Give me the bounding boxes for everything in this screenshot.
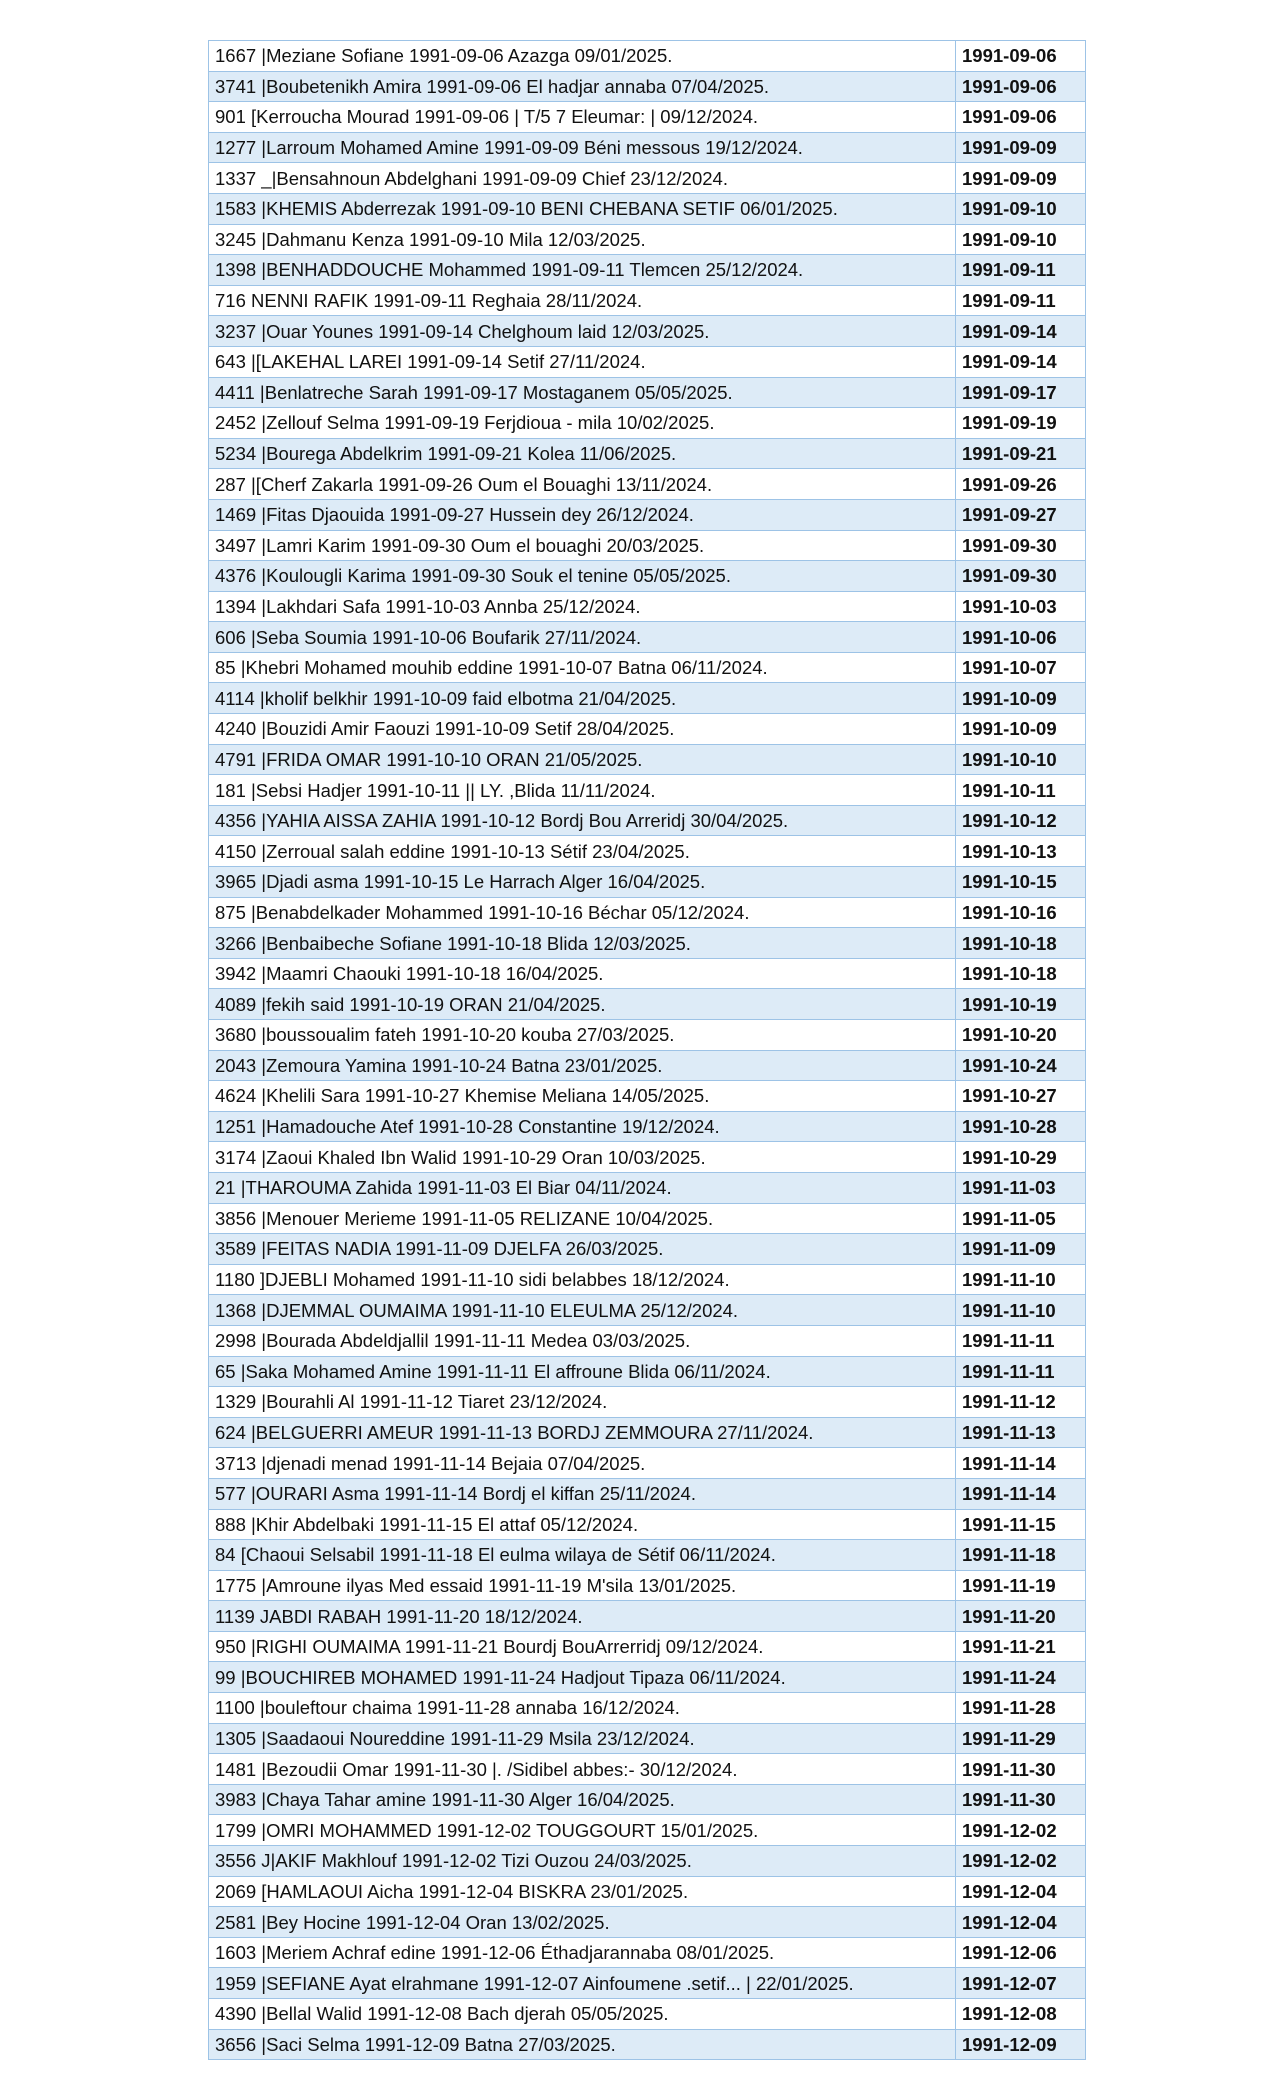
table-row [209, 1815, 1086, 1846]
table-row [209, 1172, 1086, 1203]
record-date-cell: 1991-09-14 [956, 346, 1086, 377]
record-date-cell: 1991-11-11 [956, 1325, 1086, 1356]
table-row [209, 1631, 1086, 1662]
record-text-cell: 1251 |Hamadouche Atef 1991-10-28 Constantine 19/12/2024. [209, 1111, 956, 1142]
record-text-cell: 3237 |Ouar Younes 1991-09-14 Chelghoum laid 12/03/2025. [209, 316, 956, 347]
table-row [209, 1478, 1086, 1509]
record-text-cell: 1481 |Bezoudii Omar 1991-11-30 |. /Sidibel abbes:- 30/12/2024. [209, 1754, 956, 1785]
record-text-cell: 3856 |Menouer Merieme 1991-11-05 RELIZANE 10/04/2025. [209, 1203, 956, 1234]
record-date-cell: 1991-09-17 [956, 377, 1086, 408]
table-row [209, 1295, 1086, 1326]
record-date-cell: 1991-10-12 [956, 805, 1086, 836]
record-date-cell: 1991-10-09 [956, 714, 1086, 745]
record-text-cell: 3741 |Boubetenikh Amira 1991-09-06 El hadjar annaba 07/04/2025. [209, 71, 956, 102]
record-date-cell: 1991-09-19 [956, 408, 1086, 439]
record-text-cell: 84 [Chaoui Selsabil 1991-11-18 El eulma wilaya de Sétif 06/11/2024. [209, 1540, 956, 1571]
table-row [209, 958, 1086, 989]
record-date-cell: 1991-09-26 [956, 469, 1086, 500]
record-date-cell: 1991-10-18 [956, 958, 1086, 989]
record-date-cell: 1991-11-24 [956, 1662, 1086, 1693]
record-date-cell: 1991-09-21 [956, 438, 1086, 469]
record-text-cell: 21 |THAROUMA Zahida 1991-11-03 El Biar 04/11/2024. [209, 1172, 956, 1203]
table-row [209, 744, 1086, 775]
record-date-cell: 1991-12-07 [956, 1968, 1086, 1999]
record-date-cell: 1991-11-30 [956, 1784, 1086, 1815]
table-row [209, 1693, 1086, 1724]
record-date-cell: 1991-10-24 [956, 1050, 1086, 1081]
table-row [209, 1601, 1086, 1632]
table-row [209, 1203, 1086, 1234]
record-date-cell: 1991-11-10 [956, 1264, 1086, 1295]
record-date-cell: 1991-11-14 [956, 1448, 1086, 1479]
record-text-cell: 1775 |Amroune ilyas Med essaid 1991-11-19 M'sila 13/01/2025. [209, 1570, 956, 1601]
record-text-cell: 3589 |FEITAS NADIA 1991-11-09 DJELFA 26/03/2025. [209, 1234, 956, 1265]
table-row [209, 1723, 1086, 1754]
record-text-cell: 4114 |kholif belkhir 1991-10-09 faid elbotma 21/04/2025. [209, 683, 956, 714]
record-text-cell: 1583 |KHEMIS Abderrezak 1991-09-10 BENI CHEBANA SETIF 06/01/2025. [209, 193, 956, 224]
table-row [209, 1846, 1086, 1877]
record-date-cell: 1991-09-10 [956, 224, 1086, 255]
record-date-cell: 1991-11-03 [956, 1172, 1086, 1203]
record-date-cell: 1991-10-20 [956, 1020, 1086, 1051]
record-text-cell: 3656 |Saci Selma 1991-12-09 Batna 27/03/2025. [209, 2029, 956, 2060]
record-date-cell: 1991-09-09 [956, 163, 1086, 194]
table-row [209, 1264, 1086, 1295]
record-date-cell: 1991-11-05 [956, 1203, 1086, 1234]
table-row [209, 1050, 1086, 1081]
record-date-cell: 1991-12-08 [956, 1999, 1086, 2030]
table-row [209, 255, 1086, 286]
table-row [209, 316, 1086, 347]
record-date-cell: 1991-11-30 [956, 1754, 1086, 1785]
record-text-cell: 624 |BELGUERRI AMEUR 1991-11-13 BORDJ ZEMMOURA 27/11/2024. [209, 1417, 956, 1448]
record-text-cell: 2581 |Bey Hocine 1991-12-04 Oran 13/02/2025. [209, 1907, 956, 1938]
record-text-cell: 1337 _|Bensahnoun Abdelghani 1991-09-09 Chief 23/12/2024. [209, 163, 956, 194]
table-row [209, 561, 1086, 592]
record-text-cell: 4390 |Bellal Walid 1991-12-08 Bach djerah 05/05/2025. [209, 1999, 956, 2030]
data-sheet [208, 40, 1085, 2060]
record-text-cell: 1368 |DJEMMAL OUMAIMA 1991-11-10 ELEULMA 25/12/2024. [209, 1295, 956, 1326]
table-row [209, 1754, 1086, 1785]
table-row [209, 805, 1086, 836]
record-date-cell: 1991-11-11 [956, 1356, 1086, 1387]
record-date-cell: 1991-12-04 [956, 1907, 1086, 1938]
record-date-cell: 1991-11-12 [956, 1387, 1086, 1418]
table-row [209, 714, 1086, 745]
table-row [209, 41, 1086, 72]
record-text-cell: 4411 |Benlatreche Sarah 1991-09-17 Mostaganem 05/05/2025. [209, 377, 956, 408]
table-row [209, 499, 1086, 530]
record-date-cell: 1991-11-21 [956, 1631, 1086, 1662]
table-row [209, 1968, 1086, 1999]
table-row [209, 193, 1086, 224]
table-row [209, 377, 1086, 408]
record-date-cell: 1991-10-09 [956, 683, 1086, 714]
record-date-cell: 1991-12-09 [956, 2029, 1086, 2060]
record-text-cell: 1277 |Larroum Mohamed Amine 1991-09-09 Béni messous 19/12/2024. [209, 132, 956, 163]
record-text-cell: 4791 |FRIDA OMAR 1991-10-10 ORAN 21/05/2025. [209, 744, 956, 775]
table-row [209, 285, 1086, 316]
record-date-cell: 1991-09-06 [956, 102, 1086, 133]
record-date-cell: 1991-10-07 [956, 652, 1086, 683]
record-date-cell: 1991-10-10 [956, 744, 1086, 775]
table-row [209, 1020, 1086, 1051]
record-text-cell: 1469 |Fitas Djaouida 1991-09-27 Hussein dey 26/12/2024. [209, 499, 956, 530]
table-row [209, 1784, 1086, 1815]
table-row [209, 867, 1086, 898]
record-text-cell: 2043 |Zemoura Yamina 1991-10-24 Batna 23/01/2025. [209, 1050, 956, 1081]
record-date-cell: 1991-11-14 [956, 1478, 1086, 1509]
table-row [209, 928, 1086, 959]
record-date-cell: 1991-10-15 [956, 867, 1086, 898]
record-date-cell: 1991-09-06 [956, 71, 1086, 102]
record-text-cell: 1329 |Bourahli Al 1991-11-12 Tiaret 23/12/2024. [209, 1387, 956, 1418]
record-text-cell: 4150 |Zerroual salah eddine 1991-10-13 Sétif 23/04/2025. [209, 836, 956, 867]
record-date-cell: 1991-10-18 [956, 928, 1086, 959]
record-text-cell: 2069 [HAMLAOUI Aicha 1991-12-04 BISKRA 23/01/2025. [209, 1876, 956, 1907]
record-text-cell: 606 |Seba Soumia 1991-10-06 Boufarik 27/11/2024. [209, 622, 956, 653]
record-date-cell: 1991-10-11 [956, 775, 1086, 806]
record-text-cell: 1394 |Lakhdari Safa 1991-10-03 Annba 25/12/2024. [209, 591, 956, 622]
table-row [209, 1234, 1086, 1265]
record-date-cell: 1991-09-11 [956, 255, 1086, 286]
record-text-cell: 287 |[Cherf Zakarla 1991-09-26 Oum el Bouaghi 13/11/2024. [209, 469, 956, 500]
record-text-cell: 1959 |SEFIANE Ayat elrahmane 1991-12-07 Ainfoumene .setif... | 22/01/2025. [209, 1968, 956, 1999]
record-text-cell: 3983 |Chaya Tahar amine 1991-11-30 Alger 16/04/2025. [209, 1784, 956, 1815]
table-row [209, 836, 1086, 867]
records-table [208, 40, 1086, 2060]
table-row [209, 1325, 1086, 1356]
record-text-cell: 3174 |Zaoui Khaled Ibn Walid 1991-10-29 Oran 10/03/2025. [209, 1142, 956, 1173]
table-row [209, 1662, 1086, 1693]
record-date-cell: 1991-12-04 [956, 1876, 1086, 1907]
record-text-cell: 3942 |Maamri Chaouki 1991-10-18 16/04/2025. [209, 958, 956, 989]
record-text-cell: 2998 |Bourada Abdeldjallil 1991-11-11 Medea 03/03/2025. [209, 1325, 956, 1356]
table-row [209, 71, 1086, 102]
record-text-cell: 1398 |BENHADDOUCHE Mohammed 1991-09-11 Tlemcen 25/12/2024. [209, 255, 956, 286]
record-text-cell: 1799 |OMRI MOHAMMED 1991-12-02 TOUGGOURT 15/01/2025. [209, 1815, 956, 1846]
table-row [209, 897, 1086, 928]
record-text-cell: 1305 |Saadaoui Noureddine 1991-11-29 Msila 23/12/2024. [209, 1723, 956, 1754]
record-date-cell: 1991-09-10 [956, 193, 1086, 224]
record-date-cell: 1991-11-18 [956, 1540, 1086, 1571]
record-text-cell: 4356 |YAHIA AISSA ZAHIA 1991-10-12 Bordj Bou Arreridj 30/04/2025. [209, 805, 956, 836]
record-text-cell: 1100 |bouleftour chaima 1991-11-28 annaba 16/12/2024. [209, 1693, 956, 1724]
table-row [209, 530, 1086, 561]
table-row [209, 1907, 1086, 1938]
table-row [209, 346, 1086, 377]
record-text-cell: 4240 |Bouzidi Amir Faouzi 1991-10-09 Setif 28/04/2025. [209, 714, 956, 745]
record-date-cell: 1991-10-16 [956, 897, 1086, 928]
record-text-cell: 901 [Kerroucha Mourad 1991-09-06 | T/5 7 Eleumar: | 09/12/2024. [209, 102, 956, 133]
record-date-cell: 1991-12-02 [956, 1815, 1086, 1846]
record-text-cell: 643 |[LAKEHAL LAREI 1991-09-14 Setif 27/11/2024. [209, 346, 956, 377]
record-text-cell: 1603 |Meriem Achraf edine 1991-12-06 Éthadjarannaba 08/01/2025. [209, 1937, 956, 1968]
table-row [209, 408, 1086, 439]
record-text-cell: 950 |RIGHI OUMAIMA 1991-11-21 Bourdj BouArrerridj 09/12/2024. [209, 1631, 956, 1662]
record-text-cell: 716 NENNI RAFIK 1991-09-11 Reghaia 28/11/2024. [209, 285, 956, 316]
record-text-cell: 4089 |fekih said 1991-10-19 ORAN 21/04/2025. [209, 989, 956, 1020]
record-date-cell: 1991-11-09 [956, 1234, 1086, 1265]
table-row [209, 683, 1086, 714]
record-date-cell: 1991-09-09 [956, 132, 1086, 163]
record-text-cell: 99 |BOUCHIREB MOHAMED 1991-11-24 Hadjout Tipaza 06/11/2024. [209, 1662, 956, 1693]
table-row [209, 591, 1086, 622]
record-date-cell: 1991-10-13 [956, 836, 1086, 867]
table-row [209, 102, 1086, 133]
record-text-cell: 1667 |Meziane Sofiane 1991-09-06 Azazga 09/01/2025. [209, 41, 956, 72]
record-date-cell: 1991-10-29 [956, 1142, 1086, 1173]
record-date-cell: 1991-10-03 [956, 591, 1086, 622]
record-date-cell: 1991-09-11 [956, 285, 1086, 316]
table-row [209, 622, 1086, 653]
record-date-cell: 1991-10-06 [956, 622, 1086, 653]
record-date-cell: 1991-09-06 [956, 41, 1086, 72]
table-row [209, 469, 1086, 500]
record-text-cell: 3556 J|AKIF Makhlouf 1991-12-02 Tizi Ouzou 24/03/2025. [209, 1846, 956, 1877]
record-text-cell: 181 |Sebsi Hadjer 1991-10-11 || LY. ,Blida 11/11/2024. [209, 775, 956, 806]
record-date-cell: 1991-11-28 [956, 1693, 1086, 1724]
record-text-cell: 3713 |djenadi menad 1991-11-14 Bejaia 07/04/2025. [209, 1448, 956, 1479]
record-date-cell: 1991-10-27 [956, 1081, 1086, 1112]
table-row [209, 1876, 1086, 1907]
record-text-cell: 888 |Khir Abdelbaki 1991-11-15 El attaf 05/12/2024. [209, 1509, 956, 1540]
record-text-cell: 3965 |Djadi asma 1991-10-15 Le Harrach Alger 16/04/2025. [209, 867, 956, 898]
record-date-cell: 1991-09-14 [956, 316, 1086, 347]
table-row [209, 1937, 1086, 1968]
record-date-cell: 1991-09-30 [956, 561, 1086, 592]
table-row [209, 1540, 1086, 1571]
table-row [209, 438, 1086, 469]
table-row [209, 1417, 1086, 1448]
table-row [209, 132, 1086, 163]
record-text-cell: 2452 |Zellouf Selma 1991-09-19 Ferjdioua - mila 10/02/2025. [209, 408, 956, 439]
table-row [209, 1570, 1086, 1601]
record-date-cell: 1991-12-02 [956, 1846, 1086, 1877]
record-text-cell: 3497 |Lamri Karim 1991-09-30 Oum el bouaghi 20/03/2025. [209, 530, 956, 561]
table-row [209, 2029, 1086, 2060]
record-text-cell: 3680 |boussoualim fateh 1991-10-20 kouba 27/03/2025. [209, 1020, 956, 1051]
record-text-cell: 4376 |Koulougli Karima 1991-09-30 Souk el tenine 05/05/2025. [209, 561, 956, 592]
table-row [209, 1111, 1086, 1142]
record-text-cell: 875 |Benabdelkader Mohammed 1991-10-16 Béchar 05/12/2024. [209, 897, 956, 928]
record-text-cell: 1180 ]DJEBLI Mohamed 1991-11-10 sidi belabbes 18/12/2024. [209, 1264, 956, 1295]
record-text-cell: 85 |Khebri Mohamed mouhib eddine 1991-10-07 Batna 06/11/2024. [209, 652, 956, 683]
record-date-cell: 1991-11-15 [956, 1509, 1086, 1540]
table-row [209, 652, 1086, 683]
record-text-cell: 3266 |Benbaibeche Sofiane 1991-10-18 Blida 12/03/2025. [209, 928, 956, 959]
table-row [209, 1448, 1086, 1479]
record-date-cell: 1991-09-27 [956, 499, 1086, 530]
record-text-cell: 4624 |Khelili Sara 1991-10-27 Khemise Meliana 14/05/2025. [209, 1081, 956, 1112]
record-text-cell: 5234 |Bourega Abdelkrim 1991-09-21 Kolea 11/06/2025. [209, 438, 956, 469]
table-row [209, 1999, 1086, 2030]
record-date-cell: 1991-09-30 [956, 530, 1086, 561]
record-date-cell: 1991-11-19 [956, 1570, 1086, 1601]
records-table-body [209, 41, 1086, 2060]
table-row [209, 1509, 1086, 1540]
record-date-cell: 1991-11-10 [956, 1295, 1086, 1326]
record-date-cell: 1991-12-06 [956, 1937, 1086, 1968]
record-date-cell: 1991-11-20 [956, 1601, 1086, 1632]
table-row [209, 1081, 1086, 1112]
table-row [209, 224, 1086, 255]
table-row [209, 775, 1086, 806]
record-date-cell: 1991-11-29 [956, 1723, 1086, 1754]
record-date-cell: 1991-10-28 [956, 1111, 1086, 1142]
record-text-cell: 3245 |Dahmanu Kenza 1991-09-10 Mila 12/03/2025. [209, 224, 956, 255]
record-date-cell: 1991-11-13 [956, 1417, 1086, 1448]
record-text-cell: 577 |OURARI Asma 1991-11-14 Bordj el kiffan 25/11/2024. [209, 1478, 956, 1509]
record-text-cell: 1139 JABDI RABAH 1991-11-20 18/12/2024. [209, 1601, 956, 1632]
table-row [209, 989, 1086, 1020]
table-row [209, 1387, 1086, 1418]
table-row [209, 163, 1086, 194]
record-text-cell: 65 |Saka Mohamed Amine 1991-11-11 El affroune Blida 06/11/2024. [209, 1356, 956, 1387]
table-row [209, 1356, 1086, 1387]
table-row [209, 1142, 1086, 1173]
record-date-cell: 1991-10-19 [956, 989, 1086, 1020]
